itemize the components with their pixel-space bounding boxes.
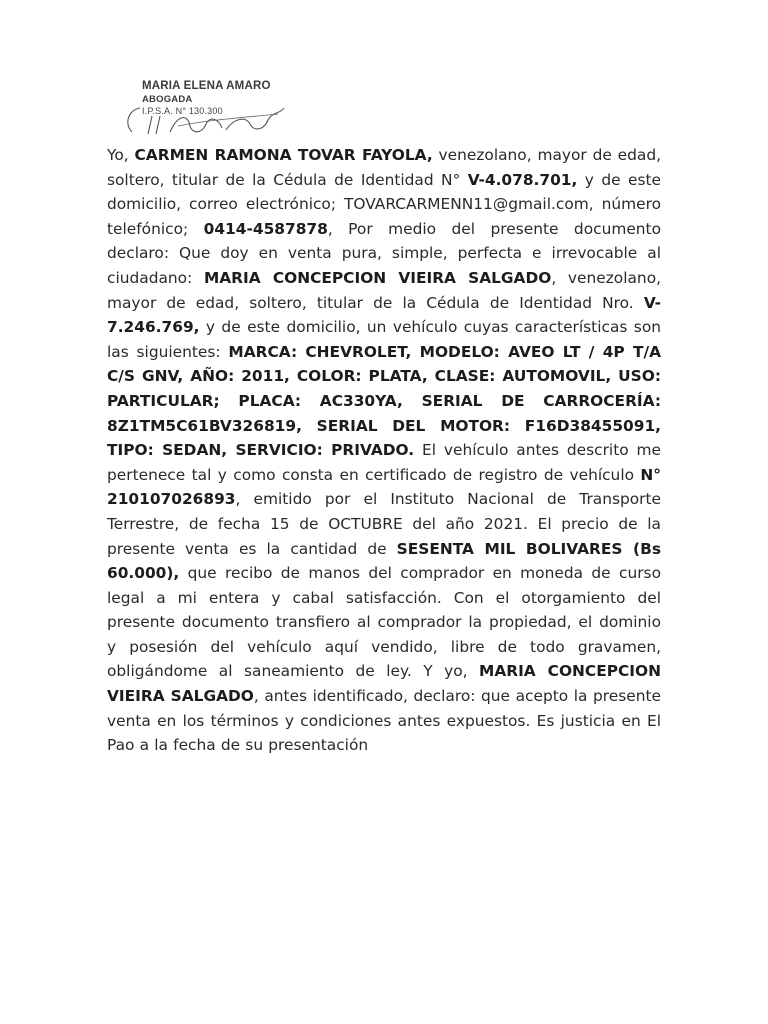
- text-run: , venezolano, mayor de edad, soltero, titular de la Cédula de Identidad Nro.: [107, 268, 661, 312]
- buyer-id: V-7.246.769,: [107, 293, 661, 337]
- stamp-name: MARIA ELENA AMARO: [142, 80, 271, 92]
- buyer-name-repeat: MARIA CONCEPCION VIEIRA SALGADO: [107, 662, 661, 706]
- stamp-registration: I.P.S.A. N° 130.300: [142, 106, 223, 116]
- buyer-name: MARIA CONCEPCION VIEIRA SALGADO: [203, 268, 552, 287]
- text-run: , antes identificado, declaro: que acepto la presente venta en los términos y condiciones antes expuestos. Es justicia en El Pao a la fecha de su presentación: [107, 687, 661, 755]
- text-run: venezolano, mayor de edad, soltero, titular de la Cédula de Identidad N°: [107, 146, 661, 189]
- seller-phone: 0414-4587878: [203, 219, 328, 238]
- text-run: , emitido por el Instituto Nacional de Transporte Terrestre, de fecha 15 de OCTUBRE del año 2021. El precio de la presente venta es la cantidad de: [107, 490, 661, 558]
- vehicle-details: MARCA: CHEVROLET, MODELO: AVEO LT / 4P T/A C/S GNV, AÑO: 2011, COLOR: PLATA, CLASE: AUTOMOVIL, USO: PARTICULAR; PLACA: AC330YA, SERIAL DE CARROCERÍA: 8Z1TM5C61BV326819, SERIAL DEL MOTOR: F16D38455091, TIPO: SEDAN, SERVICIO: PRIVADO.: [107, 342, 661, 460]
- sale-price: SESENTA MIL BOLIVARES (Bs 60.000),: [107, 539, 661, 583]
- seller-name: CARMEN RAMONA TOVAR FAYOLA,: [134, 146, 433, 164]
- text-run: y de este domicilio, correo electrónico; TOVARCARMENN11@gmail.com, número telefónico;: [107, 170, 661, 238]
- certificate-number: N° 210107026893: [107, 465, 661, 509]
- seller-id: V-4.078.701,: [467, 170, 578, 189]
- text-run: , Por medio del presente documento declaro: Que doy en venta pura, simple, perfecta e irrevocable al ciudadano:: [107, 219, 661, 287]
- document-body: [107, 143, 661, 758]
- text-run: que recibo de manos del comprador en moneda de curso legal a mi entera y cabal satisfacción. Con el otorgamiento del presente documento transfiero al comprador la propiedad, el dominio y posesión del vehículo aquí vendido, libre de todo gravamen, obligándome al saneamiento de ley. Y yo,: [107, 564, 661, 681]
- stamp-title: ABOGADA: [142, 94, 193, 105]
- text-run: El vehículo antes descrito me pertenece tal y como consta en certificado de registro de vehículo: [107, 441, 661, 484]
- text-run: y de este domicilio, un vehículo cuyas características son las siguientes:: [107, 318, 661, 361]
- lawyer-stamp: [118, 74, 293, 140]
- text-run: Yo,: [107, 146, 135, 164]
